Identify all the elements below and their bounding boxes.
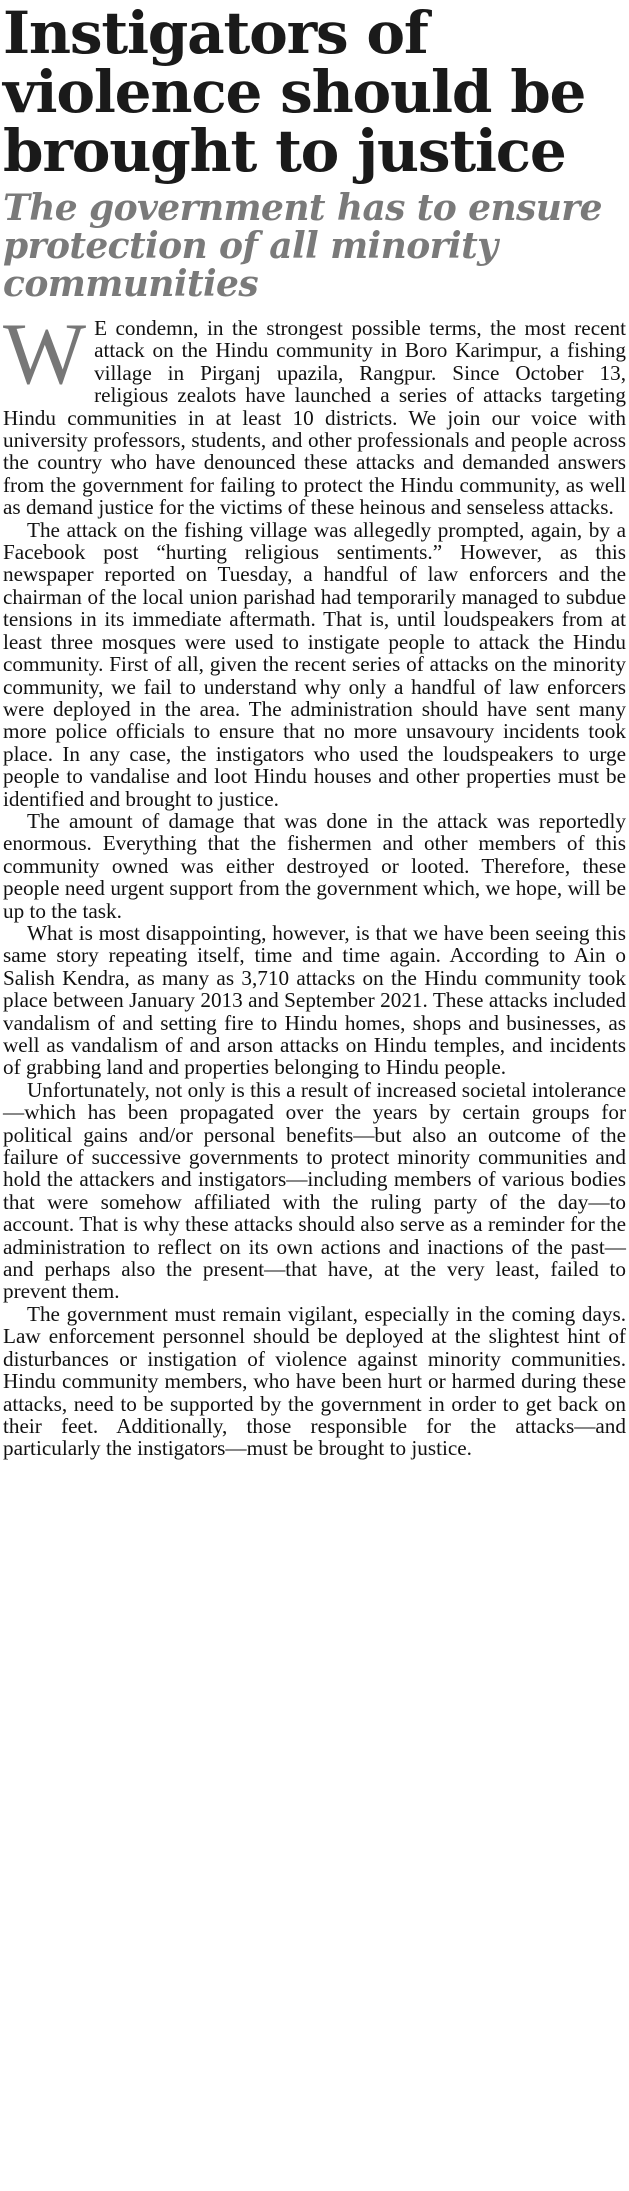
first-word-rest: E (94, 316, 108, 340)
drop-cap: W (3, 306, 87, 403)
paragraph-6: The government must remain vigilant, especially in the coming days. Law enforcement personnel should be deployed at the slightest hint of disturbances or instigation of violence against minority communities. Hindu community members, who have been hurt or harmed during these attacks, need to be supported by the government in order to get back on their feet. Additionally, those responsible for the attacks—and particularly the instigators—must be brought to justice. (3, 1301, 626, 1461)
paragraph-1 (3, 306, 626, 520)
subheadline: The government has to ensure protection of all minority communities (3, 187, 602, 305)
paragraph-3: The amount of damage that was done in the attack was reportedly enormous. Everything that the fishermen and other members of this community owned was either destroyed or looted. Therefore, these people need urgent support from the government which, we hope, will be up to the task. (3, 808, 626, 923)
paragraph-5: Unfortunately, not only is this a result of increased societal intolerance—which has been propagated over the years by certain groups for political gains and/or personal benefits—but also an outcome of the failure of successive governments to protect minority communities and hold the attackers and instigators—including members of various bodies that were somehow affiliated with the ruling party of the day—to account. That is why these attacks should also serve as a reminder for the administration to reflect on its own actions and inactions of the past—and perhaps also the present—that have, at the very least, failed to prevent them. (3, 1077, 626, 1304)
paragraph-2: The attack on the fishing village was allegedly prompted, again, by a Facebook post “hurting religious sentiments.” However, as this newspaper reported on Tuesday, a handful of law enforcers and the chairman of the local union parishad had temporarily managed to subdue tensions in its immediate aftermath. That is, until loudspeakers from at least three mosques were used to instigate people to attack the Hindu community. First of all, given the recent series of attacks on the minority community, we fail to understand why only a handful of law enforcers were deployed in the area. The administration should have sent many more police officials to ensure that no more unsavoury incidents took place. In any case, the instigators who used the loudspeakers to urge people to vandalise and loot Hindu houses and other properties must be identified and brought to justice. (3, 517, 626, 811)
headline: Instigators of violence should be brought to justice (3, 0, 586, 185)
article-body (3, 306, 626, 1461)
paragraph-1-text: condemn, in the strongest possible terms, the most recent attack on the Hindu community in Boro Karimpur, a fishing village in Pirganj upazila, Rangpur. Since October 13, religious zealots have launched a series of attacks targeting Hindu communities in at least 10 districts. We join our voice with university professors, students, and other professionals and people across the country who have denounced these attacks and demanded answers from the government for failing to protect the Hindu community, as well as demand justice for the victims of these heinous and senseless attacks. (3, 316, 626, 520)
paragraph-4: What is most disappointing, however, is that we have been seeing this same story repeating itself, time and time again. According to Ain o Salish Kendra, as many as 3,710 attacks on the Hindu community took place between January 2013 and September 2021. These attacks included vandalism of and setting fire to Hindu homes, shops and businesses, as well as vandalism of and arson attacks on Hindu temples, and incidents of grabbing land and properties belonging to Hindu people. (3, 920, 626, 1080)
